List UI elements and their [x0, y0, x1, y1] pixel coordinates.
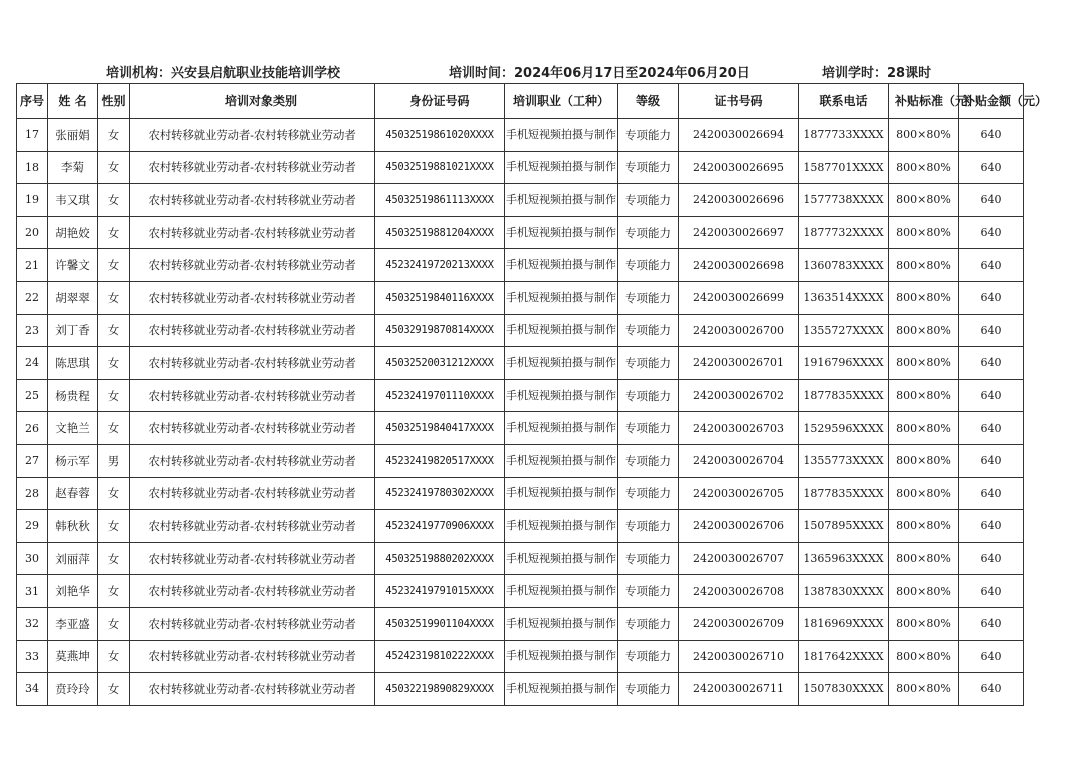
- cell-id-number: 45242319810222XXXX: [375, 640, 505, 673]
- cell-name: 刘丁香: [48, 314, 98, 347]
- cell-phone: 1877835XXXX: [799, 379, 889, 412]
- cell-occupation: 手机短视频拍摄与制作: [505, 281, 618, 314]
- cell-id-number: 45032519881021XXXX: [375, 151, 505, 184]
- cell-cert-number: 2420030026696: [679, 184, 799, 217]
- cell-phone: 1365963XXXX: [799, 542, 889, 575]
- col-header-phone: 联系电话: [799, 84, 889, 119]
- cell-phone: 1577738XXXX: [799, 184, 889, 217]
- cell-gender: 女: [98, 216, 130, 249]
- cell-phone: 1817642XXXX: [799, 640, 889, 673]
- cell-occupation: 手机短视频拍摄与制作: [505, 412, 618, 445]
- cell-cert-number: 2420030026711: [679, 673, 799, 706]
- cell-phone: 1363514XXXX: [799, 281, 889, 314]
- cell-occupation: 手机短视频拍摄与制作: [505, 510, 618, 543]
- cell-occupation: 手机短视频拍摄与制作: [505, 444, 618, 477]
- cell-seq: 20: [17, 216, 48, 249]
- cell-subsidy-amount: 640: [959, 412, 1024, 445]
- cell-seq: 27: [17, 444, 48, 477]
- cell-category: 农村转移就业劳动者-农村转移就业劳动者: [130, 314, 375, 347]
- document-header: [0, 62, 1080, 82]
- cell-seq: 28: [17, 477, 48, 510]
- cell-gender: 女: [98, 281, 130, 314]
- cell-id-number: 45032519881204XXXX: [375, 216, 505, 249]
- cell-gender: 女: [98, 249, 130, 282]
- cell-subsidy-standard: 800×80%: [889, 607, 959, 640]
- cell-category: 农村转移就业劳动者-农村转移就业劳动者: [130, 444, 375, 477]
- cell-occupation: 手机短视频拍摄与制作: [505, 119, 618, 152]
- cell-occupation: 手机短视频拍摄与制作: [505, 673, 618, 706]
- col-header-cert-number: 证书号码: [679, 84, 799, 119]
- cell-gender: 女: [98, 673, 130, 706]
- cell-subsidy-amount: 640: [959, 151, 1024, 184]
- cell-subsidy-standard: 800×80%: [889, 640, 959, 673]
- cell-id-number: 45032219890829XXXX: [375, 673, 505, 706]
- cell-phone: 1877835XXXX: [799, 477, 889, 510]
- cell-category: 农村转移就业劳动者-农村转移就业劳动者: [130, 607, 375, 640]
- cell-occupation: 手机短视频拍摄与制作: [505, 216, 618, 249]
- cell-name: 杨示军: [48, 444, 98, 477]
- trainee-roster-table: [16, 83, 1048, 706]
- cell-phone: 1877733XXXX: [799, 119, 889, 152]
- cell-seq: 25: [17, 379, 48, 412]
- cell-name: 杨贵程: [48, 379, 98, 412]
- col-header-id-number: 身份证号码: [375, 84, 505, 119]
- cell-subsidy-amount: 640: [959, 281, 1024, 314]
- cell-level: 专项能力: [618, 607, 679, 640]
- cell-phone: 1507895XXXX: [799, 510, 889, 543]
- cell-subsidy-standard: 800×80%: [889, 119, 959, 152]
- cell-name: 许馨文: [48, 249, 98, 282]
- cell-phone: 1916796XXXX: [799, 347, 889, 380]
- table-row: [17, 347, 1024, 380]
- cell-seq: 33: [17, 640, 48, 673]
- cell-occupation: 手机短视频拍摄与制作: [505, 379, 618, 412]
- cell-gender: 女: [98, 347, 130, 380]
- cell-subsidy-amount: 640: [959, 673, 1024, 706]
- table-row: [17, 184, 1024, 217]
- table-header-row: [17, 84, 1024, 119]
- cell-phone: 1587701XXXX: [799, 151, 889, 184]
- cell-subsidy-standard: 800×80%: [889, 575, 959, 608]
- institution-label: 培训机构：兴安县启航职业技能培训学校: [106, 66, 341, 81]
- cell-id-number: 45232419770906XXXX: [375, 510, 505, 543]
- cell-name: 文艳兰: [48, 412, 98, 445]
- cell-level: 专项能力: [618, 542, 679, 575]
- table-row: [17, 510, 1024, 543]
- cell-occupation: 手机短视频拍摄与制作: [505, 347, 618, 380]
- cell-subsidy-amount: 640: [959, 184, 1024, 217]
- cell-name: 韩秋秋: [48, 510, 98, 543]
- cell-id-number: 45032519840116XXXX: [375, 281, 505, 314]
- cell-subsidy-standard: 800×80%: [889, 510, 959, 543]
- cell-seq: 26: [17, 412, 48, 445]
- cell-subsidy-amount: 640: [959, 119, 1024, 152]
- cell-level: 专项能力: [618, 249, 679, 282]
- cell-level: 专项能力: [618, 477, 679, 510]
- cell-seq: 34: [17, 673, 48, 706]
- cell-subsidy-amount: 640: [959, 216, 1024, 249]
- cell-cert-number: 2420030026697: [679, 216, 799, 249]
- table-row: [17, 379, 1024, 412]
- cell-category: 农村转移就业劳动者-农村转移就业劳动者: [130, 119, 375, 152]
- col-header-name: 姓 名: [48, 84, 98, 119]
- cell-seq: 23: [17, 314, 48, 347]
- cell-id-number: 45032520031212XXXX: [375, 347, 505, 380]
- cell-occupation: 手机短视频拍摄与制作: [505, 640, 618, 673]
- training-period-label: 培训时间：2024年06月17日至2024年06月20日: [449, 66, 750, 81]
- cell-seq: 17: [17, 119, 48, 152]
- cell-subsidy-amount: 640: [959, 314, 1024, 347]
- col-header-level: 等级: [618, 84, 679, 119]
- col-header-subsidy-amount: 补贴金额（元）: [959, 84, 1024, 119]
- cell-subsidy-standard: 800×80%: [889, 249, 959, 282]
- cell-gender: 女: [98, 184, 130, 217]
- cell-level: 专项能力: [618, 314, 679, 347]
- cell-subsidy-standard: 800×80%: [889, 444, 959, 477]
- cell-subsidy-amount: 640: [959, 477, 1024, 510]
- cell-gender: 女: [98, 542, 130, 575]
- cell-cert-number: 2420030026705: [679, 477, 799, 510]
- cell-level: 专项能力: [618, 119, 679, 152]
- cell-phone: 1387830XXXX: [799, 575, 889, 608]
- cell-seq: 18: [17, 151, 48, 184]
- cell-gender: 女: [98, 477, 130, 510]
- cell-cert-number: 2420030026707: [679, 542, 799, 575]
- cell-cert-number: 2420030026709: [679, 607, 799, 640]
- cell-gender: 女: [98, 412, 130, 445]
- cell-id-number: 45032519880202XXXX: [375, 542, 505, 575]
- cell-subsidy-amount: 640: [959, 249, 1024, 282]
- cell-gender: 女: [98, 314, 130, 347]
- cell-occupation: 手机短视频拍摄与制作: [505, 151, 618, 184]
- cell-id-number: 45032919870814XXXX: [375, 314, 505, 347]
- cell-cert-number: 2420030026700: [679, 314, 799, 347]
- cell-category: 农村转移就业劳动者-农村转移就业劳动者: [130, 151, 375, 184]
- cell-cert-number: 2420030026702: [679, 379, 799, 412]
- cell-cert-number: 2420030026708: [679, 575, 799, 608]
- cell-level: 专项能力: [618, 281, 679, 314]
- cell-name: 李菊: [48, 151, 98, 184]
- table-body: [17, 119, 1024, 706]
- cell-phone: 1877732XXXX: [799, 216, 889, 249]
- cell-category: 农村转移就业劳动者-农村转移就业劳动者: [130, 575, 375, 608]
- cell-level: 专项能力: [618, 216, 679, 249]
- cell-category: 农村转移就业劳动者-农村转移就业劳动者: [130, 673, 375, 706]
- cell-id-number: 45232419791015XXXX: [375, 575, 505, 608]
- col-header-category: 培训对象类别: [130, 84, 375, 119]
- table-row: [17, 477, 1024, 510]
- cell-cert-number: 2420030026704: [679, 444, 799, 477]
- cell-level: 专项能力: [618, 347, 679, 380]
- cell-category: 农村转移就业劳动者-农村转移就业劳动者: [130, 184, 375, 217]
- cell-cert-number: 2420030026701: [679, 347, 799, 380]
- cell-subsidy-amount: 640: [959, 444, 1024, 477]
- cell-gender: 女: [98, 119, 130, 152]
- cell-phone: 1507830XXXX: [799, 673, 889, 706]
- cell-name: 李亚盛: [48, 607, 98, 640]
- cell-gender: 女: [98, 640, 130, 673]
- col-header-gender: 性别: [98, 84, 130, 119]
- cell-category: 农村转移就业劳动者-农村转移就业劳动者: [130, 347, 375, 380]
- cell-subsidy-amount: 640: [959, 379, 1024, 412]
- cell-phone: 1816969XXXX: [799, 607, 889, 640]
- cell-level: 专项能力: [618, 151, 679, 184]
- cell-seq: 30: [17, 542, 48, 575]
- table-row: [17, 640, 1024, 673]
- cell-category: 农村转移就业劳动者-农村转移就业劳动者: [130, 379, 375, 412]
- cell-gender: 女: [98, 575, 130, 608]
- cell-subsidy-amount: 640: [959, 607, 1024, 640]
- cell-seq: 31: [17, 575, 48, 608]
- table-row: [17, 216, 1024, 249]
- cell-occupation: 手机短视频拍摄与制作: [505, 607, 618, 640]
- cell-level: 专项能力: [618, 444, 679, 477]
- cell-occupation: 手机短视频拍摄与制作: [505, 249, 618, 282]
- cell-gender: 男: [98, 444, 130, 477]
- table-row: [17, 575, 1024, 608]
- table-row: [17, 151, 1024, 184]
- cell-seq: 19: [17, 184, 48, 217]
- table-row: [17, 119, 1024, 152]
- cell-cert-number: 2420030026694: [679, 119, 799, 152]
- cell-subsidy-amount: 640: [959, 542, 1024, 575]
- cell-level: 专项能力: [618, 184, 679, 217]
- cell-subsidy-standard: 800×80%: [889, 314, 959, 347]
- table-row: [17, 444, 1024, 477]
- cell-id-number: 45232419820517XXXX: [375, 444, 505, 477]
- table-row: [17, 673, 1024, 706]
- cell-level: 专项能力: [618, 412, 679, 445]
- cell-subsidy-standard: 800×80%: [889, 184, 959, 217]
- cell-cert-number: 2420030026699: [679, 281, 799, 314]
- cell-subsidy-standard: 800×80%: [889, 151, 959, 184]
- cell-category: 农村转移就业劳动者-农村转移就业劳动者: [130, 216, 375, 249]
- cell-category: 农村转移就业劳动者-农村转移就业劳动者: [130, 510, 375, 543]
- cell-name: 韦又琪: [48, 184, 98, 217]
- cell-name: 莫燕坤: [48, 640, 98, 673]
- cell-subsidy-amount: 640: [959, 510, 1024, 543]
- cell-seq: 21: [17, 249, 48, 282]
- cell-level: 专项能力: [618, 379, 679, 412]
- col-header-subsidy-standard: 补贴标准（元）: [889, 84, 959, 119]
- cell-occupation: 手机短视频拍摄与制作: [505, 575, 618, 608]
- cell-id-number: 45032519901104XXXX: [375, 607, 505, 640]
- cell-gender: 女: [98, 510, 130, 543]
- cell-cert-number: 2420030026695: [679, 151, 799, 184]
- cell-subsidy-standard: 800×80%: [889, 347, 959, 380]
- cell-gender: 女: [98, 379, 130, 412]
- cell-id-number: 45032519861020XXXX: [375, 119, 505, 152]
- cell-subsidy-amount: 640: [959, 575, 1024, 608]
- cell-name: 胡艳姣: [48, 216, 98, 249]
- cell-phone: 1529596XXXX: [799, 412, 889, 445]
- cell-cert-number: 2420030026710: [679, 640, 799, 673]
- cell-cert-number: 2420030026706: [679, 510, 799, 543]
- cell-phone: 1355727XXXX: [799, 314, 889, 347]
- cell-name: 胡翠翠: [48, 281, 98, 314]
- cell-category: 农村转移就业劳动者-农村转移就业劳动者: [130, 249, 375, 282]
- col-header-occupation: 培训职业（工种）: [505, 84, 618, 119]
- cell-name: 陈思琪: [48, 347, 98, 380]
- cell-occupation: 手机短视频拍摄与制作: [505, 542, 618, 575]
- cell-name: 赵春蓉: [48, 477, 98, 510]
- cell-subsidy-standard: 800×80%: [889, 477, 959, 510]
- cell-category: 农村转移就业劳动者-农村转移就业劳动者: [130, 281, 375, 314]
- cell-subsidy-amount: 640: [959, 640, 1024, 673]
- cell-id-number: 45032519861113XXXX: [375, 184, 505, 217]
- cell-seq: 24: [17, 347, 48, 380]
- table-row: [17, 281, 1024, 314]
- cell-subsidy-standard: 800×80%: [889, 542, 959, 575]
- cell-gender: 女: [98, 151, 130, 184]
- cell-category: 农村转移就业劳动者-农村转移就业劳动者: [130, 640, 375, 673]
- cell-phone: 1360783XXXX: [799, 249, 889, 282]
- cell-cert-number: 2420030026703: [679, 412, 799, 445]
- cell-id-number: 45232419701110XXXX: [375, 379, 505, 412]
- cell-subsidy-standard: 800×80%: [889, 673, 959, 706]
- cell-subsidy-standard: 800×80%: [889, 412, 959, 445]
- cell-category: 农村转移就业劳动者-农村转移就业劳动者: [130, 412, 375, 445]
- cell-name: 贲玲玲: [48, 673, 98, 706]
- cell-occupation: 手机短视频拍摄与制作: [505, 184, 618, 217]
- table-row: [17, 249, 1024, 282]
- table-row: [17, 412, 1024, 445]
- cell-level: 专项能力: [618, 640, 679, 673]
- cell-name: 刘丽萍: [48, 542, 98, 575]
- cell-seq: 32: [17, 607, 48, 640]
- cell-subsidy-standard: 800×80%: [889, 281, 959, 314]
- cell-name: 张丽娟: [48, 119, 98, 152]
- cell-level: 专项能力: [618, 575, 679, 608]
- cell-id-number: 45032519840417XXXX: [375, 412, 505, 445]
- cell-subsidy-standard: 800×80%: [889, 379, 959, 412]
- table-row: [17, 314, 1024, 347]
- table-row: [17, 607, 1024, 640]
- cell-name: 刘艳华: [48, 575, 98, 608]
- cell-subsidy-amount: 640: [959, 347, 1024, 380]
- cell-id-number: 45232419720213XXXX: [375, 249, 505, 282]
- cell-occupation: 手机短视频拍摄与制作: [505, 477, 618, 510]
- cell-phone: 1355773XXXX: [799, 444, 889, 477]
- cell-category: 农村转移就业劳动者-农村转移就业劳动者: [130, 477, 375, 510]
- cell-occupation: 手机短视频拍摄与制作: [505, 314, 618, 347]
- cell-seq: 29: [17, 510, 48, 543]
- cell-level: 专项能力: [618, 510, 679, 543]
- cell-seq: 22: [17, 281, 48, 314]
- training-hours-label: 培训学时：28课时: [822, 66, 932, 81]
- cell-category: 农村转移就业劳动者-农村转移就业劳动者: [130, 542, 375, 575]
- cell-cert-number: 2420030026698: [679, 249, 799, 282]
- table-row: [17, 542, 1024, 575]
- cell-gender: 女: [98, 607, 130, 640]
- col-header-seq: 序号: [17, 84, 48, 119]
- cell-subsidy-standard: 800×80%: [889, 216, 959, 249]
- cell-level: 专项能力: [618, 673, 679, 706]
- cell-id-number: 45232419780302XXXX: [375, 477, 505, 510]
